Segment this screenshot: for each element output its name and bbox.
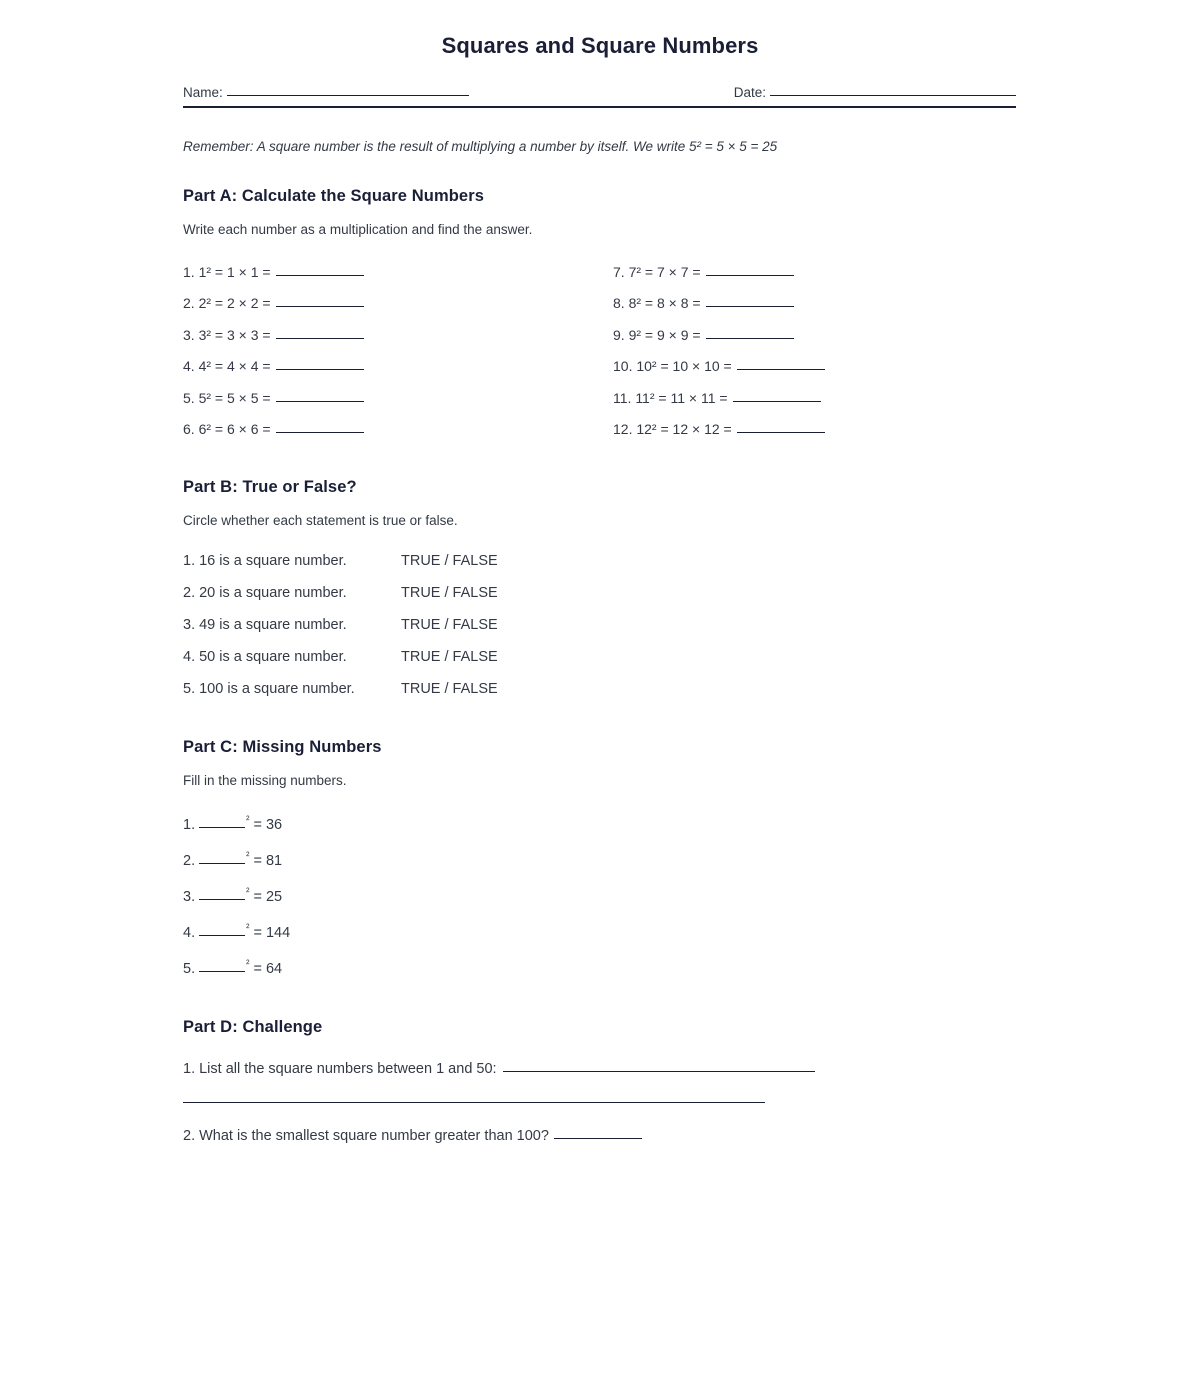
part-a-answer-blank[interactable] — [706, 275, 794, 276]
part-a-item-label: 7. 7² = 7 × 7 = — [613, 264, 701, 280]
part-c-instruction: Fill in the missing numbers. — [183, 773, 347, 789]
part-b-row — [183, 545, 1017, 577]
part-b-statement: 1. 16 is a square number. — [183, 553, 347, 570]
part-a-item-label: 11. 11² = 11 × 11 = — [613, 389, 728, 406]
part-c-exponent: ² — [246, 887, 250, 899]
part-c-result: = 64 — [253, 960, 283, 977]
part-b-statement: 2. 20 is a square number. — [183, 585, 347, 602]
part-c-row — [183, 877, 1017, 913]
part-a-heading: Part A: Calculate the Square Numbers — [183, 187, 484, 205]
part-c-exponent: ² — [246, 815, 250, 827]
name-field-group — [183, 85, 469, 100]
part-b-statement: 5. 100 is a square number. — [183, 681, 355, 698]
part-a-item — [613, 288, 1017, 319]
part-a-answer-blank[interactable] — [276, 338, 364, 339]
date-input-blank[interactable] — [770, 95, 1016, 96]
part-a-answer-blank[interactable] — [276, 369, 364, 370]
part-a-question-grid — [183, 257, 1017, 445]
part-b-row — [183, 673, 1017, 705]
part-d-question-2 — [183, 1124, 1017, 1148]
part-a-answer-blank[interactable] — [276, 432, 364, 433]
name-date-row — [183, 85, 1016, 100]
part-a-item-label: 6. 6² = 6 × 6 = — [183, 421, 271, 438]
part-a-item — [613, 257, 1017, 288]
part-a-item-label: 5. 5² = 5 × 5 = — [183, 389, 271, 406]
part-b-statement: 4. 50 is a square number. — [183, 649, 347, 666]
part-c-question-list — [183, 805, 1017, 984]
part-a-item — [183, 320, 613, 351]
part-c-answer-blank[interactable] — [199, 971, 245, 972]
part-d-question-1 — [183, 1057, 1017, 1081]
part-a-item-label: 12. 12² = 12 × 12 = — [613, 421, 732, 438]
header-divider — [183, 106, 1016, 108]
part-c-row — [183, 841, 1017, 877]
part-c-result: = 36 — [253, 817, 283, 834]
part-a-item — [183, 383, 613, 414]
name-label: Name: — [183, 85, 223, 100]
part-d-question-2-label: 2. What is the smallest square number greater than 100? — [183, 1127, 549, 1144]
part-a-item — [613, 320, 1017, 351]
part-c-row — [183, 913, 1017, 949]
part-b-row — [183, 577, 1017, 609]
date-label: Date: — [733, 85, 766, 100]
name-input-blank[interactable] — [227, 95, 469, 96]
part-a-item-label: 4. 4² = 4 × 4 = — [183, 358, 271, 375]
part-c-answer-blank[interactable] — [199, 863, 245, 864]
part-a-item-label: 1. 1² = 1 × 1 = — [183, 264, 271, 280]
part-d-heading: Part D: Challenge — [183, 1017, 323, 1036]
part-a-answer-blank[interactable] — [733, 401, 821, 402]
part-b-heading: Part B: True or False? — [183, 478, 357, 497]
part-c-exponent: ² — [246, 958, 250, 970]
part-c-exponent: ² — [246, 851, 250, 863]
part-d-question-1-continuation-blank[interactable] — [183, 1102, 765, 1103]
part-a-item-label: 10. 10² = 10 × 10 = — [613, 358, 732, 375]
part-c-exponent: ² — [246, 922, 250, 934]
page-title: Squares and Square Numbers — [441, 33, 759, 58]
part-b-question-list — [183, 545, 1017, 705]
part-a-item — [613, 383, 1017, 414]
part-c-result: = 81 — [253, 853, 283, 870]
part-d-question-2-blank[interactable] — [554, 1138, 642, 1139]
part-a-item — [183, 257, 613, 288]
part-a-answer-blank[interactable] — [737, 432, 825, 433]
part-a-item — [183, 414, 613, 445]
part-a-item-label: 2. 2² = 2 × 2 = — [183, 295, 271, 312]
part-c-heading: Part C: Missing Numbers — [183, 738, 382, 757]
part-a-answer-blank[interactable] — [276, 275, 364, 276]
part-c-row — [183, 805, 1017, 841]
part-c-row — [183, 949, 1017, 985]
part-b-true-false-choice[interactable]: TRUE / FALSE — [401, 649, 498, 666]
remember-note: Remember: A square number is the result of multiplying a number by itself. We write 5² = 5 × 5 = 25 — [183, 139, 778, 154]
part-c-item-number: 4. — [183, 924, 196, 941]
part-a-answer-blank[interactable] — [737, 369, 825, 370]
part-a-item — [183, 288, 613, 319]
part-a-item-label: 3. 3² = 3 × 3 = — [183, 326, 271, 343]
part-b-statement: 3. 49 is a square number. — [183, 617, 347, 634]
part-c-result: = 144 — [253, 924, 291, 941]
part-c-answer-blank[interactable] — [199, 899, 245, 900]
part-d-question-1-label: 1. List all the square numbers between 1 and 50: — [183, 1060, 497, 1077]
part-c-answer-blank[interactable] — [199, 935, 245, 936]
part-b-true-false-choice[interactable]: TRUE / FALSE — [401, 585, 498, 602]
part-a-item — [183, 351, 613, 382]
part-a-answer-blank[interactable] — [706, 306, 794, 307]
part-c-item-number: 5. — [183, 960, 196, 977]
part-c-item-number: 1. — [183, 817, 196, 834]
part-b-true-false-choice[interactable]: TRUE / FALSE — [401, 681, 498, 698]
part-c-item-number: 3. — [183, 888, 196, 905]
part-a-item — [613, 414, 1017, 445]
part-b-true-false-choice[interactable]: TRUE / FALSE — [401, 553, 498, 570]
part-a-answer-blank[interactable] — [276, 401, 364, 402]
part-b-true-false-choice[interactable]: TRUE / FALSE — [401, 617, 498, 634]
part-a-item-label: 9. 9² = 9 × 9 = — [613, 326, 701, 343]
part-a-item — [613, 351, 1017, 382]
part-a-answer-blank[interactable] — [276, 306, 364, 307]
part-b-row — [183, 609, 1017, 641]
date-field-group — [734, 85, 1016, 100]
part-b-instruction: Circle whether each statement is true or false. — [183, 513, 458, 529]
part-a-instruction: Write each number as a multiplication and find the answer. — [183, 222, 533, 237]
part-c-item-number: 2. — [183, 853, 196, 870]
part-a-item-label: 8. 8² = 8 × 8 = — [613, 295, 701, 312]
part-d-question-1-blank[interactable] — [503, 1071, 815, 1072]
part-c-result: = 25 — [253, 888, 283, 905]
part-c-answer-blank[interactable] — [199, 827, 245, 828]
part-a-answer-blank[interactable] — [706, 338, 794, 339]
part-b-row — [183, 641, 1017, 673]
